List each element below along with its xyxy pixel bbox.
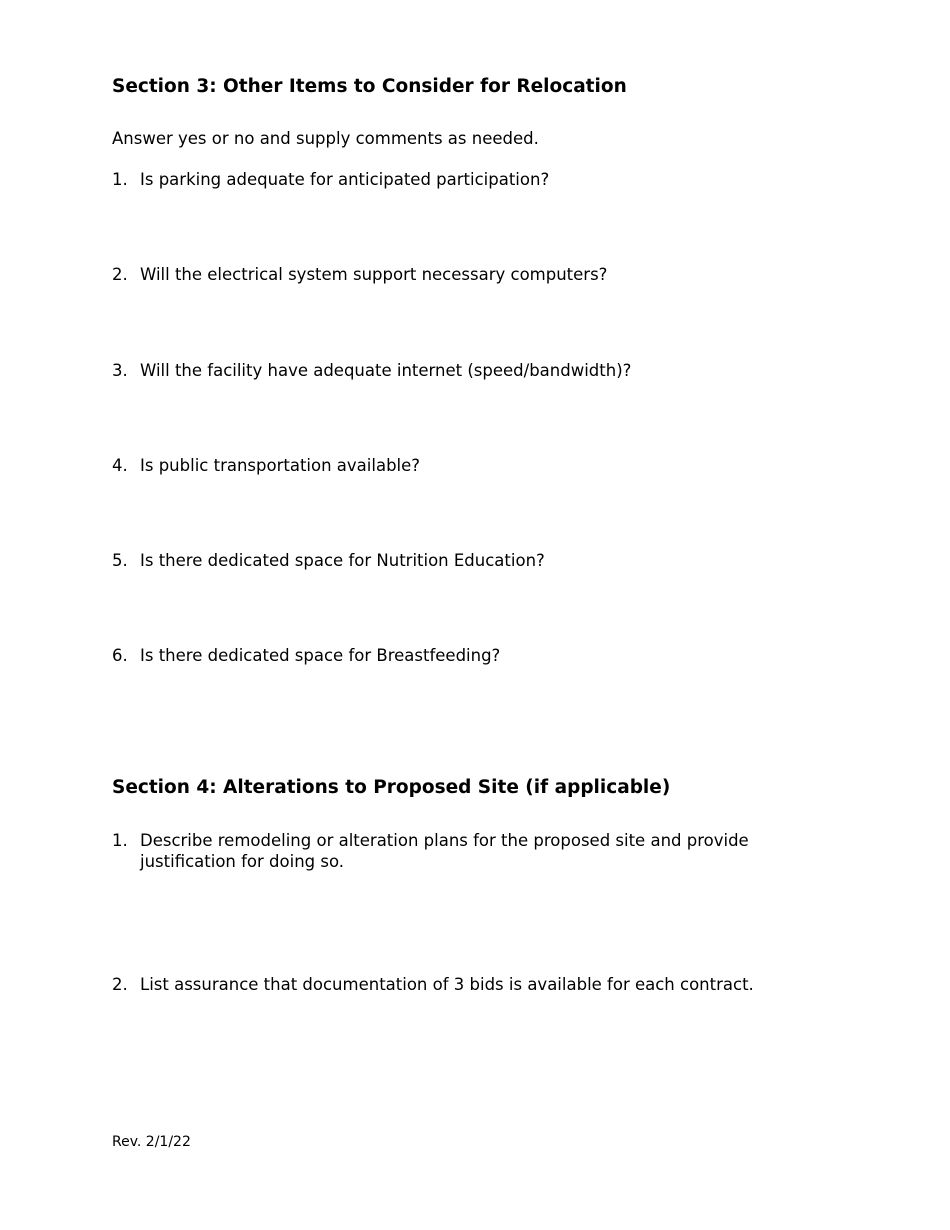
question-text: Is there dedicated space for Nutrition Education?	[140, 551, 545, 570]
revision-footer: Rev. 2/1/22	[112, 1134, 191, 1150]
section-3-question-2	[112, 264, 792, 285]
question-text: Is public transportation available?	[140, 456, 421, 475]
section-4-title: Section 4: Alterations to Proposed Site (if applicable)	[112, 777, 671, 798]
section-3-question-4	[112, 455, 792, 476]
section-3-question-5	[112, 550, 792, 571]
section-4-question-1	[112, 830, 792, 872]
section-4-question-2	[112, 974, 792, 995]
section-3-question-1	[112, 169, 792, 190]
question-text: Will the electrical system support necessary computers?	[140, 265, 608, 284]
question-text: Will the facility have adequate internet (speed/bandwidth)?	[140, 361, 632, 380]
question-number: 1.	[112, 831, 128, 850]
question-number: 2.	[112, 975, 128, 994]
question-number: 4.	[112, 456, 128, 475]
section-3-instructions: Answer yes or no and supply comments as needed.	[112, 129, 539, 148]
question-text: Describe remodeling or alteration plans for the proposed site and provide justification for doing so.	[140, 831, 749, 871]
question-text: Is there dedicated space for Breastfeeding?	[140, 646, 501, 665]
question-number: 3.	[112, 361, 128, 380]
question-text: List assurance that documentation of 3 bids is available for each contract.	[140, 975, 754, 994]
question-number: 1.	[112, 170, 128, 189]
question-number: 6.	[112, 646, 128, 665]
section-3-question-6	[112, 645, 792, 666]
section-3-title: Section 3: Other Items to Consider for Relocation	[112, 76, 627, 97]
section-3-question-3	[112, 360, 792, 381]
question-number: 5.	[112, 551, 128, 570]
question-number: 2.	[112, 265, 128, 284]
question-text: Is parking adequate for anticipated participation?	[140, 170, 550, 189]
